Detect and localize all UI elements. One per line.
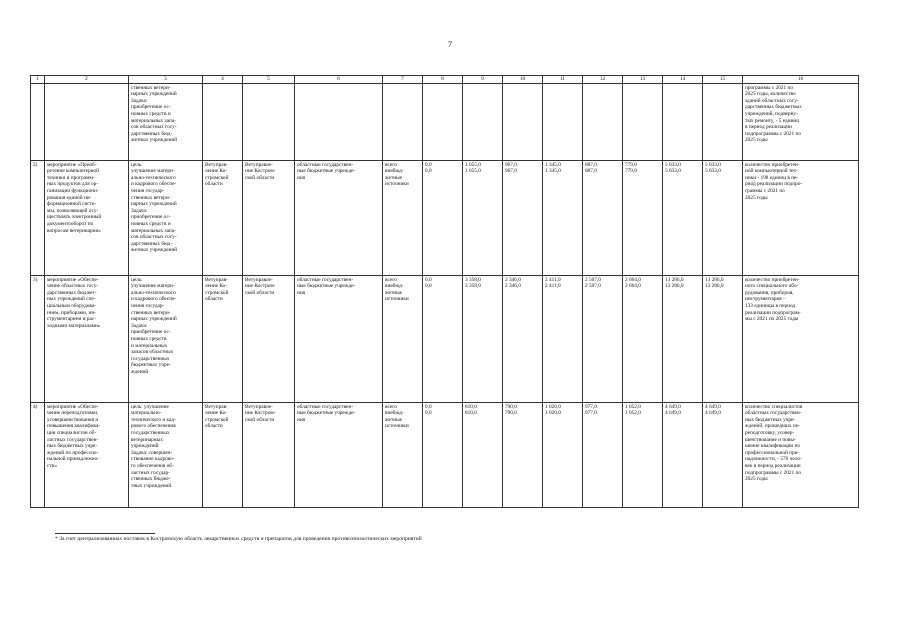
amount-cell: 1 052,0 1 052,0: [623, 402, 663, 507]
executor-cell: областные государствен- ные бюджетные учрежде- ния: [295, 160, 383, 275]
column-number: 13: [623, 76, 663, 84]
result-cell: количество приобретен- ного специального обо- рудования, приборов, инструментария - 133 единицы в период реализации подпрограм- мы с 2021 по 2025 годы: [743, 275, 859, 402]
column-number: 16: [743, 76, 859, 84]
measure-name-cell: мероприятие «Приоб- ретение компьютерной техники и программ- ных продуктов для ор- ганизации функциони- рования единой ин- формационной систе- мы, позволяющей осу- ществлять электронный документооборот по вопросам ветеринарии»: [45, 160, 129, 275]
continuation-row: [31, 83, 859, 160]
amount-cell: 13 286,0 13 286,0: [703, 275, 743, 402]
responsible-cell: Ветуправ- ление Ко- стромской области: [203, 160, 243, 275]
coordinator-cell: Ветуправле- ние Костром- ской области: [243, 275, 295, 402]
amount-cell: 4 649,0 4 649,0: [663, 402, 703, 507]
column-number: 1: [31, 76, 45, 84]
footnote-divider: [55, 533, 155, 534]
column-number: 9: [463, 76, 503, 84]
amount-cell: 810,0 810,0: [463, 402, 503, 507]
table-row: [31, 275, 859, 402]
column-number: 5: [243, 76, 295, 84]
amount-cell: 887,0 887,0: [583, 160, 623, 275]
executor-cell: областные государствен- ные бюджетные учрежде- ния: [295, 402, 383, 507]
coordinator-cell: Ветуправле- ние Костром- ской области: [243, 402, 295, 507]
column-number-row: [31, 76, 859, 84]
column-number: 7: [383, 76, 423, 84]
goal-task-cell: цель: улучшение матери- ально-технического и кадрового обеспе- чения государ- ственных ветери- нарных учреждений Задача: приобретение ос- новных средств и материальных запасов областных государственных бюджетных учре- ждений: [129, 275, 203, 402]
goal-task-cell: цель: улучшение матери- ально-технического и кадрового обеспе- чения государ- ственных ветери- нарных учреждений Задача: приобретение ос- новных средств и материальных запа- сов областных госу- дарственных бюд- жетных учреждений: [129, 160, 203, 275]
executor-cell: областные государствен- ные бюджетные учрежде- ния: [295, 275, 383, 402]
result-cell: количество приобретен- ной компьютерной тех- ники - 198 единиц в пе- риод реализации подпро- граммы с 2021 по 2025 годы: [743, 160, 859, 275]
amount-cell: 977,0 977,0: [583, 402, 623, 507]
amount-cell: 13 286,0 13 286,0: [663, 275, 703, 402]
amount-cell: 2 507,0 2 507,0: [583, 275, 623, 402]
amount-cell: 790,0 790,0: [503, 402, 543, 507]
row-number: 4): [31, 402, 45, 507]
page-number: 7: [448, 40, 452, 49]
subprogram-measures-table: [30, 75, 859, 508]
result-cell: количество специалистов областных государствен- ных бюджетных учре- ждений, прошедших пе- реподготовку, усовер- шенствование и повы- шение квалификации по профессиональной при- надлежности, - 576 чело- век в период реализации подпрограммы с 2021 по 2025 годы: [743, 402, 859, 507]
amount-cell: 4 649,0 4 649,0: [703, 402, 743, 507]
amount-cell: 0,0 0,0: [423, 160, 463, 275]
coordinator-cell: Ветуправле- ние Костром- ской области: [243, 160, 295, 275]
table-row: [31, 402, 859, 507]
funding-source-cell: всего внебюд- жетные источники: [383, 402, 423, 507]
footnote: * За счет централизованных поставок в Костромскую область лекарственных средств и препаратов для проведения противоэпизоотических мероприятий: [55, 536, 422, 542]
responsible-cell: Ветуправ- ление Ко- стромской области: [203, 402, 243, 507]
amount-cell: 779,0 779,0: [623, 160, 663, 275]
amount-cell: 3 358,0 3 358,0: [463, 275, 503, 402]
funding-source-cell: всего внебюд- жетные источники: [383, 160, 423, 275]
column-number: 11: [543, 76, 583, 84]
measure-name-cell: мероприятие «Обеспе- чение областных госу- дарственных бюджет- ных учреждений спе- циальным оборудова- нием, приборами, ин- струментарием и рас- ходными материалами»: [45, 275, 129, 402]
column-number: 3: [129, 76, 203, 84]
row-number: 2): [31, 160, 45, 275]
measure-name-cell: мероприятие «Обеспе- чение переподготовки, усовершенствования и повышения квалифика- ции специалистов об- ластных государствен- ных бюджетных учре- ждений по профессио- нальной принадлежно- сти»: [45, 402, 129, 507]
funding-source-cell: всего внебюд- жетные источники: [383, 275, 423, 402]
amount-cell: 0,0 0,0: [423, 402, 463, 507]
responsible-cell: Ветуправ- ление Ко- стромской области: [203, 275, 243, 402]
column-number: 12: [583, 76, 623, 84]
row-number: 3): [31, 275, 45, 402]
amount-cell: 2 664,0 2 664,0: [623, 275, 663, 402]
column-number: 14: [663, 76, 703, 84]
amount-cell: 0,0 0,0: [423, 275, 463, 402]
column-number: 15: [703, 76, 743, 84]
amount-cell: 1 055,0 1 055,0: [463, 160, 503, 275]
column-number: 6: [295, 76, 383, 84]
result-cell: программы с 2021 по 2025 годы, количество зданий областных госу- дарственных бюджетных учреждений, подверну- тых ремонту, - 5 единиц в период реализации подпрограммы с 2021 по 2025 годы: [743, 83, 859, 160]
column-number: 10: [503, 76, 543, 84]
amount-cell: 1 020,0 1 020,0: [543, 402, 583, 507]
amount-cell: 5 033,0 5 033,0: [663, 160, 703, 275]
amount-cell: 1 345,0 1 345,0: [543, 160, 583, 275]
goal-task-cell: ственных ветери- нарных учреждений Задача: приобретение ос- новных средств и материальных запа- сов областных госу- дарственных бюд- жетных учреждений: [129, 83, 203, 160]
amount-cell: 5 033,0 5 033,0: [703, 160, 743, 275]
table-row: [31, 160, 859, 275]
amount-cell: 2 411,0 2 411,0: [543, 275, 583, 402]
amount-cell: 967,0 967,0: [503, 160, 543, 275]
amount-cell: 2 346,0 2 346,0: [503, 275, 543, 402]
goal-task-cell: цель: улучшение материально- технического и кад- рового обеспечения государственных ветеринарных учреждений Задача: совершен- ствование кадрово- го обеспечения об- ластных государ- ственных бюдже- тных учреждений: [129, 402, 203, 507]
column-number: 4: [203, 76, 243, 84]
column-number: 8: [423, 76, 463, 84]
column-number: 2: [45, 76, 129, 84]
